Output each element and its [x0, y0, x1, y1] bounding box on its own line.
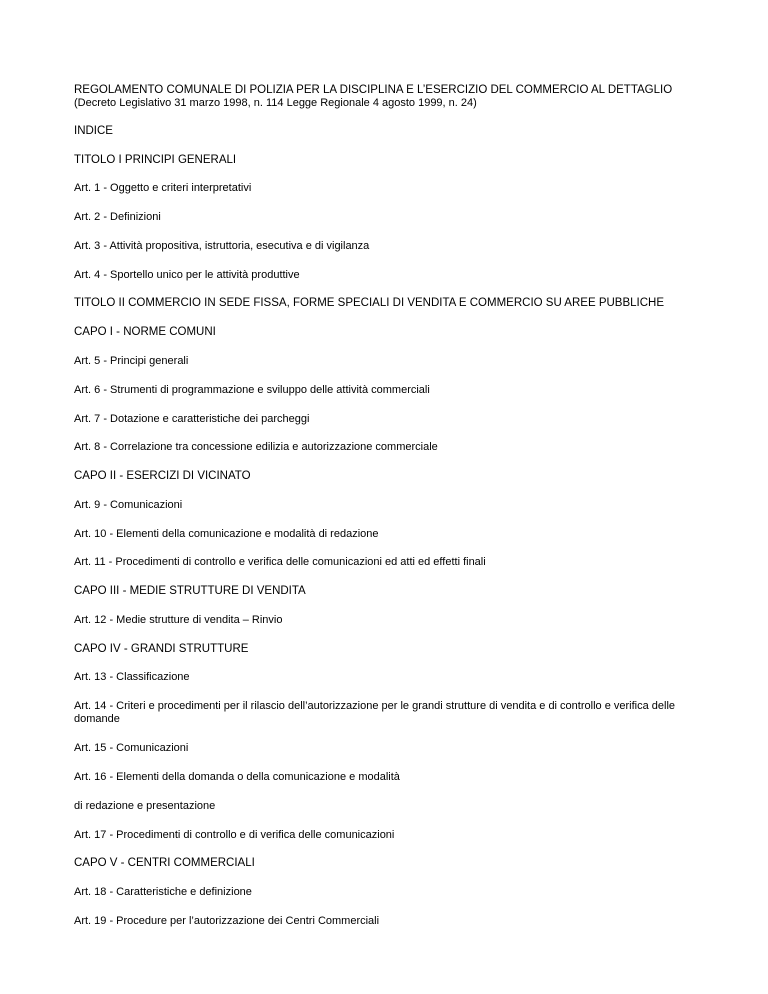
index-entry: Art. 14 - Criteri e procedimenti per il rilascio dell’autorizzazione per le grandi strutture di vendita e di controllo e verifica delle domande [74, 700, 676, 725]
index-entry: Art. 15 - Comunicazioni [74, 742, 189, 754]
index-entry: Art. 16 - Elementi della domanda o della comunicazione e modalità [74, 771, 400, 783]
chapter-heading: CAPO I - NORME COMUNI [74, 326, 216, 338]
chapter-heading: CAPO III - MEDIE STRUTTURE DI VENDITA [74, 585, 306, 597]
index-entry: Art. 7 - Dotazione e caratteristiche dei parcheggi [74, 413, 310, 425]
index-entry: Art. 2 - Definizioni [74, 211, 161, 223]
document-subtitle: (Decreto Legislativo 31 marzo 1998, n. 114 Legge Regionale 4 agosto 1999, n. 24) [74, 97, 477, 109]
document-title: REGOLAMENTO COMUNALE DI POLIZIA PER LA DISCIPLINA E L’ESERCIZIO DEL COMMERCIO AL DETTAGLIO [74, 84, 673, 96]
index-entry: Art. 13 - Classificazione [74, 671, 190, 683]
index-entry: Art. 10 - Elementi della comunicazione e modalità di redazione [74, 528, 379, 540]
index-entry: Art. 4 - Sportello unico per le attività produttive [74, 269, 300, 281]
index-entry: di redazione e presentazione [74, 800, 216, 812]
index-entry: Art. 6 - Strumenti di programmazione e sviluppo delle attività commerciali [74, 384, 430, 396]
index-entry: Art. 9 - Comunicazioni [74, 499, 183, 511]
chapter-heading: CAPO IV - GRANDI STRUTTURE [74, 643, 249, 655]
index-entry: Art. 19 - Procedure per l’autorizzazione dei Centri Commerciali [74, 915, 380, 927]
index-entry: Art. 18 - Caratteristiche e definizione [74, 886, 252, 898]
index-entry: Art. 8 - Correlazione tra concessione edilizia e autorizzazione commerciale [74, 441, 438, 453]
index-entry: Art. 1 - Oggetto e criteri interpretativi [74, 182, 252, 194]
index-heading: INDICE [74, 125, 113, 137]
chapter-heading: CAPO V - CENTRI COMMERCIALI [74, 857, 255, 869]
chapter-heading: CAPO II - ESERCIZI DI VICINATO [74, 470, 251, 482]
title-heading: TITOLO II COMMERCIO IN SEDE FISSA, FORME SPECIALI DI VENDITA E COMMERCIO SU AREE PUBBLICHE [74, 297, 665, 309]
index-entry: Art. 17 - Procedimenti di controllo e di verifica delle comunicazioni [74, 829, 395, 841]
index-entry: Art. 5 - Principi generali [74, 355, 189, 367]
title-heading: TITOLO I PRINCIPI GENERALI [74, 154, 237, 166]
index-entry: Art. 3 - Attività propositiva, istruttoria, esecutiva e di vigilanza [74, 240, 370, 252]
index-entry: Art. 12 - Medie strutture di vendita – Rinvio [74, 614, 283, 626]
index-entry: Art. 11 - Procedimenti di controllo e verifica delle comunicazioni ed atti ed effetti finali [74, 556, 486, 568]
